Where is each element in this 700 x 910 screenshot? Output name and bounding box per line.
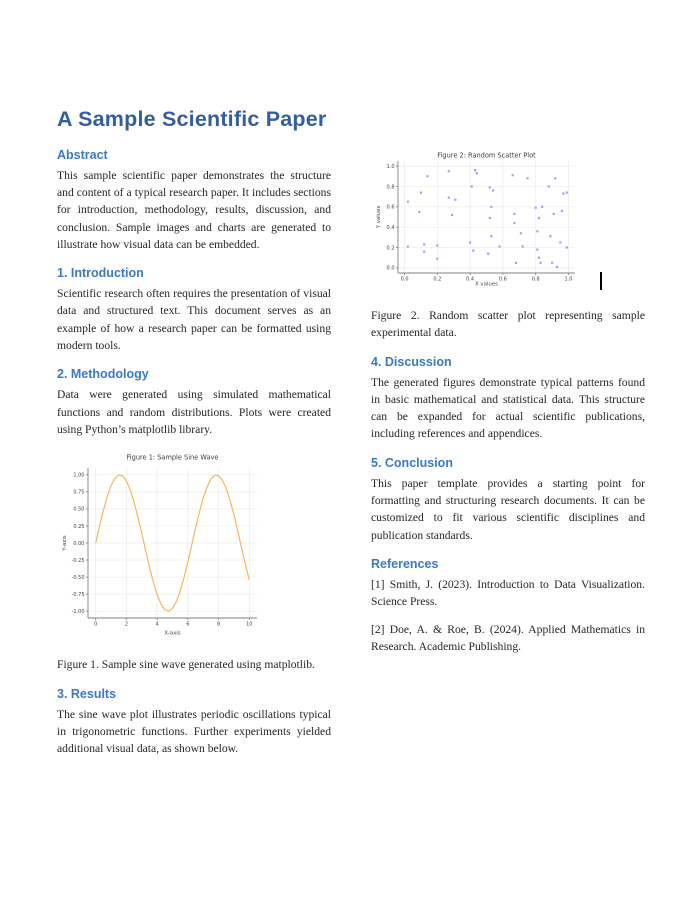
section-heading-discussion: 4. Discussion [371,354,452,369]
svg-text:1.0: 1.0 [386,163,395,170]
svg-text:0.6: 0.6 [386,204,395,211]
right-column [371,140,645,665]
svg-text:10: 10 [246,621,253,628]
svg-text:X values: X values [475,281,498,288]
svg-text:-1.00: -1.00 [71,609,85,616]
svg-text:Y values: Y values [376,205,382,229]
svg-text:0: 0 [94,621,98,628]
svg-text:2: 2 [124,621,129,628]
introduction-text: Scientific research often requires the presentation of visual data and structured text. This document serves as an example of how a research paper can be formatted using modern tools. [57,287,331,353]
section-heading-conclusion: 5. Conclusion [371,455,453,470]
figure-2-caption: Figure 2. Random scatter plot representing sample experimental data. [371,309,645,340]
svg-text:-0.75: -0.75 [71,592,85,599]
svg-text:0.2: 0.2 [433,276,442,283]
svg-text:6: 6 [186,621,190,628]
left-column [57,108,331,767]
svg-text:1.00: 1.00 [73,472,85,479]
methodology-text: Data were generated using simulated mathematical functions and random distributions. Plots were created using Python’s matplotlib library. [57,388,331,436]
svg-text:1.0: 1.0 [564,276,573,283]
svg-text:0.0: 0.0 [386,265,395,272]
svg-text:0.2: 0.2 [386,245,395,252]
figure-1-sine-wave-image[interactable] [57,450,331,642]
text-cursor-caret [600,272,602,290]
section-heading-results: 3. Results [57,686,117,701]
svg-text:0.50: 0.50 [73,506,85,513]
svg-text:4: 4 [155,621,159,628]
svg-text:Figure 1: Sample Sine Wave: Figure 1: Sample Sine Wave [126,453,219,462]
svg-text:8: 8 [216,621,221,628]
sine-wave-chart [57,450,287,637]
section-heading-introduction: 1. Introduction [57,266,144,281]
results-text: The sine wave plot illustrates periodic oscillations typical in trigonometric functions. Further experiments yielded additional visual data, as shown below. [57,707,331,756]
section-heading-methodology: 2. Methodology [57,367,149,382]
svg-text:X-axis: X-axis [164,630,181,637]
abstract-text: This sample scientific paper demonstrates the structure and content of a typical research paper. It includes sections for introduction, methodology, results, discussion, and conclusion. Sample images and charts are generated to illustrate how visual data can be embedded. [57,168,331,251]
svg-text:0.8: 0.8 [531,276,540,283]
svg-text:Y-axis: Y-axis [62,535,68,551]
svg-text:0.25: 0.25 [73,523,85,530]
svg-text:0.4: 0.4 [466,276,475,283]
reference-item-2: [2] Doe, A. & Roe, B. (2024). Applied Mathematics in Research. Academic Publishing. [371,622,645,653]
section-heading-abstract: Abstract [57,147,108,162]
svg-text:0.00: 0.00 [73,541,85,548]
svg-text:Figure 2: Random Scatter Plot: Figure 2: Random Scatter Plot [437,151,536,160]
discussion-text: The generated figures demonstrate typical patterns found in basic mathematical and statistical data. This structure can be expanded for actual scientific publications, including references and appendices. [371,375,645,441]
figure-1-caption: Figure 1. Sample sine wave generated using matplotlib. [57,658,315,672]
figure-2-scatter-image[interactable] [371,148,645,293]
conclusion-text: This paper template provides a starting point for formatting and structuring research documents. It can be customized to fit various scientific disciplines and publication standards. [371,476,645,542]
paper-title: A Sample Scientific Paper [57,107,327,131]
scatter-plot-chart [371,148,608,288]
svg-text:0.0: 0.0 [400,276,409,283]
svg-text:0.8: 0.8 [386,184,395,191]
svg-text:0.6: 0.6 [498,276,507,283]
svg-text:-0.50: -0.50 [71,575,85,582]
section-heading-references: References [371,556,439,571]
svg-text:0.4: 0.4 [386,224,395,231]
svg-text:-0.25: -0.25 [71,558,85,565]
reference-item-1: [1] Smith, J. (2023). Introduction to Data Visualization. Science Press. [371,577,645,609]
svg-text:0.75: 0.75 [73,489,85,496]
